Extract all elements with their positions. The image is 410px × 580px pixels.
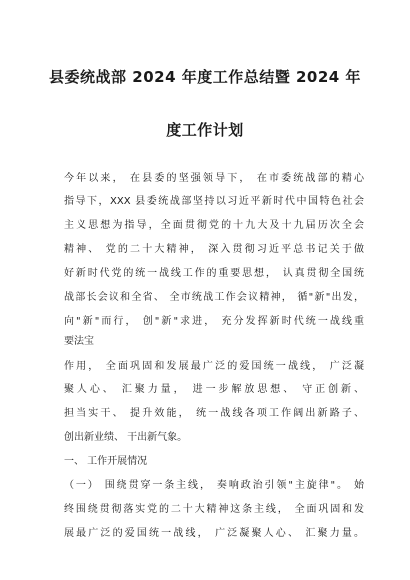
body-line: 战部长会议和全省、 全市统战工作会议精神， 循"新"出发， [64, 292, 364, 303]
body-line: （一） 围绕贯穿一条主线， 奏响政治引领"主旋律"。 始 [64, 480, 364, 491]
body-line: 创出新业绩、 干出新气象。 [64, 432, 188, 443]
body-line: 指导下，XXX 县委统战部坚持以习近平新时代中国特色社会 [64, 196, 364, 207]
body-line: 终围绕贯彻落实党的二十大精神这条主线， 全面巩固和发 [64, 504, 364, 515]
body-line: 好新时代党的统一战线工作的重要思想， 认真贯彻全国统 [64, 268, 364, 279]
body-line: 聚人心、 汇聚力量， 进一步解放思想、 守正创新、 [64, 384, 364, 395]
document-title-line-2: 度工作计划 [166, 121, 244, 139]
section-heading: 一、 工作开展情况 [64, 456, 148, 467]
document-title-line-1: 县委统战部 2024 年度工作总结暨 2024 年 [49, 68, 361, 86]
body-line: 今年以来， 在县委的坚强领导下， 在市委统战部的精心 [64, 173, 364, 184]
body-line: 展最广泛的爱国统一战线， 广泛凝聚人心、 汇聚力量。 [64, 528, 364, 539]
body-line: 精神、 党的二十大精神， 深入贯彻习近平总书记关于做 [64, 244, 364, 255]
body-line: 担当实干、 提升效能， 统一战线各项工作阔出新路子、 [64, 408, 364, 419]
body-line: 作用， 全面巩固和发展最广泛的爱国统一战线， 广泛凝 [64, 361, 364, 372]
body-line: 向"新"而行， 创"新"求进， 充分发挥新时代统一战线重 [64, 316, 364, 327]
body-line: 主义思想为指导，全面贯彻党的十九大及十九届历次全会 [64, 220, 364, 231]
body-line: 要法宝 [64, 336, 94, 347]
